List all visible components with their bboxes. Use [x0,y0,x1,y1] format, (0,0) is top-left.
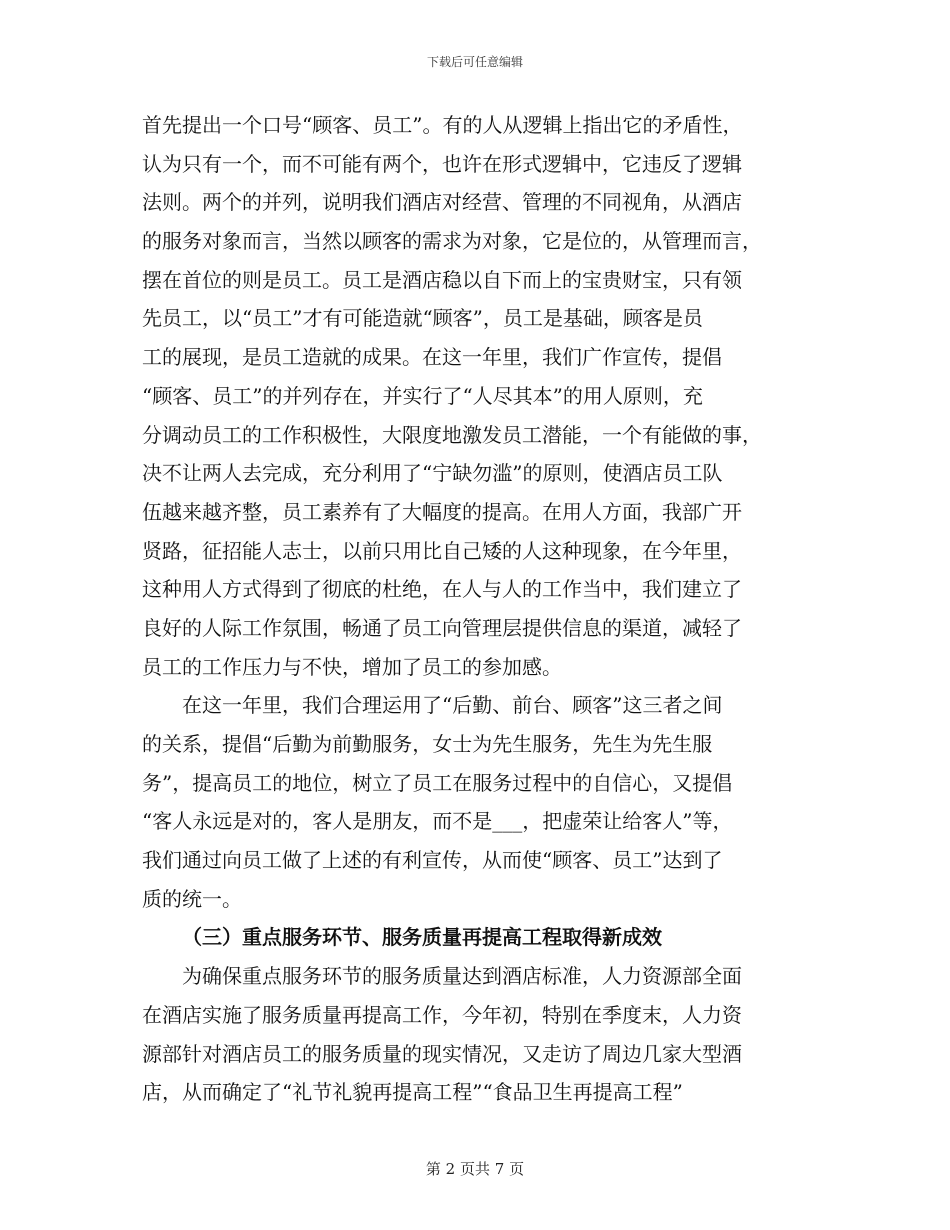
text-line: “客人永远是对的，客人是朋友，而不是___，把虚荣让给客人”等， [142,809,733,834]
text-line: 分调动员工的工作积极性，大限度地激发员工潜能，一个有能做的事， [142,422,762,447]
page-number: 第 2 页共 7 页 [425,1160,525,1178]
text-line: 贤路，征招能人志士，以前只用比自己矮的人这种现象，在今年里， [142,538,742,563]
paragraph-start-line: 在这一年里，我们合理运用了“后勤、前台、顾客”这三者之间 [182,693,723,718]
text-line: 摆在首位的则是员工。员工是酒店稳以自下而上的宝贵财宝，只有领 [142,267,742,292]
text-line: 员工的工作压力与不快，增加了员工的参加感。 [142,654,562,679]
text-line: 店，从而确定了“礼节礼貌再提高工程”“食品卫生再提高工程” [142,1080,683,1105]
text-line: 我们通过向员工做了上述的有利宣传，从而使“顾客、员工”达到了 [142,848,723,873]
text-line: 先员工，以“员工”才有可能造就“顾客”，员工是基础，顾客是员 [142,306,703,331]
document-body [142,106,812,1112]
text-line: “顾客、员工”的并列存在，并实行了“人尽其本”的用人原则，充 [142,383,703,408]
text-line: 决不让两人去完成，充分利用了“宁缺勿滥”的原则，使酒店员工队 [142,461,723,486]
text-line: 工的展现，是员工造就的成果。在这一年里，我们广作宣传，提倡 [142,345,722,370]
text-line: 质的统一。 [142,886,242,911]
paragraph-start-line: 为确保重点服务环节的服务质量达到酒店标准，人力资源部全面 [182,964,742,989]
page-header: 下载后可任意编辑 [426,55,523,69]
text-line: 的关系，提倡“后勤为前勤服务，女士为先生服务，先生为先生服 [142,732,713,756]
text-line: 法则。两个的并列，说明我们酒店对经营、管理的不同视角，从酒店 [142,190,742,215]
text-line: 源部针对酒店员工的服务质量的现实情况，又走访了周边几家大型酒 [142,1041,742,1066]
text-line: 这种用人方式得到了彻底的杜绝，在人与人的工作当中，我们建立了 [142,577,742,602]
text-line: 务”，提高员工的地位，树立了员工在服务过程中的自信心，又提倡 [142,770,733,795]
section-heading: （三）重点服务环节、服务质量再提高工程取得新成效 [182,925,662,950]
text-line: 首先提出一个口号“顾客、员工”。有的人从逻辑上指出它的矛盾性， [142,113,743,137]
text-line: 伍越来越齐整，员工素养有了大幅度的提高。在用人方面，我部广开 [142,499,742,524]
text-line: 良好的人际工作氛围，畅通了员工向管理层提供信息的渠道，减轻了 [142,615,742,640]
text-line: 认为只有一个，而不可能有两个，也许在形式逻辑中，它违反了逻辑 [142,151,742,176]
text-line: 的服务对象而言，当然以顾客的需求为对象，它是位的，从管理而言， [142,229,762,254]
text-line: 在酒店实施了服务质量再提高工作，今年初，特别在季度末，人力资 [142,1002,742,1027]
